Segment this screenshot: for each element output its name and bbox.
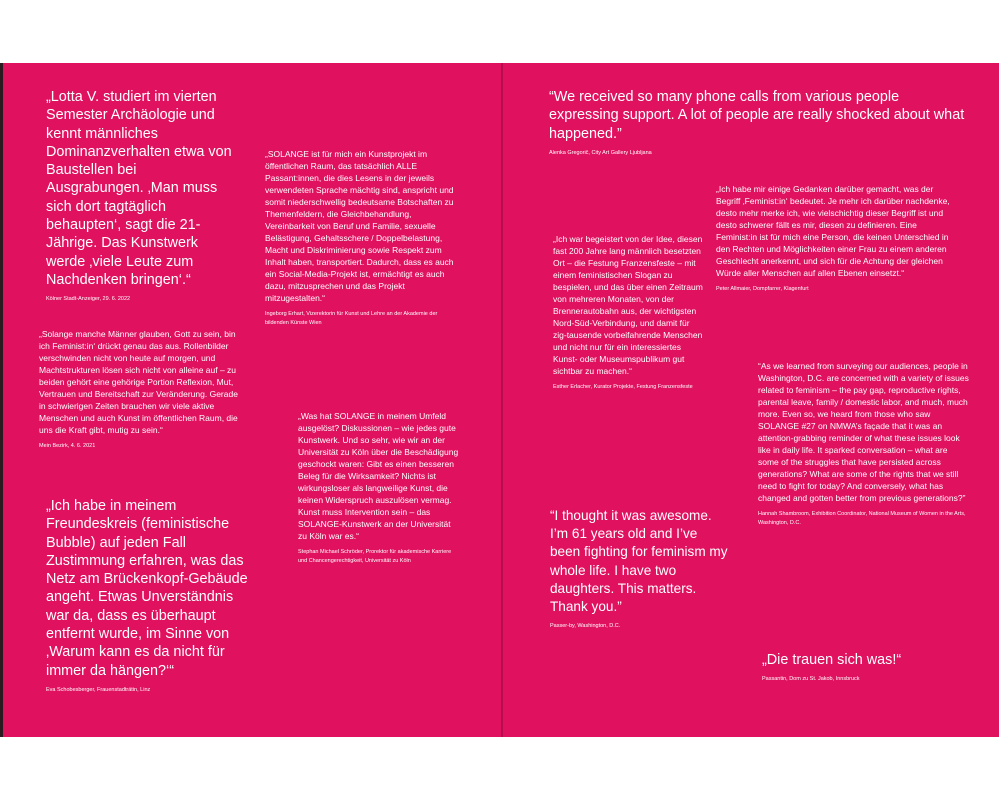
- quote-text: „Solange manche Männer glauben, Gott zu sein, bin ich Feminist:in‘ drückt genau das aus. Rollenbilder verschwinden nicht von heute auf morgen, und Machtstrukturen lösen sich nicht von alleine auf – zu beiden gehört eine gehörige Portion Reflexion, Mut, Vertrauen und Bereitschaft zur Veränderung. Gerade in schwierigen Zeiten brauchen wir viele aktive Menschen und auch Kunst im öffentlichen Raum, die uns die Kraft gibt, mutig zu sein.“: [39, 329, 238, 435]
- quote-text: „Ich war begeistert von der Idee, diesen fast 200 Jahre lang männlich besetzten Ort – die Festung Franzensfeste – mit einem feministischen Slogan zu bespielen, und das über einen Zeitraum von mehreren Monaten, von der Brennerautobahn aus, der wichtigsten Nord-Süd-Verbindung, und damit für zig-tausende vorbeifahrende Menschen und nicht nur für ein interessiertes Kunst- oder Museumspublikum gut sichtbar zu machen.“: [553, 234, 703, 376]
- quote-passantin-innsbruck: [762, 651, 972, 684]
- quote-eva-schobesberger: [46, 497, 256, 694]
- quote-source: Alenka Gregorič, City Art Gallery Ljubljana: [549, 149, 652, 156]
- quote-mein-bezirk: [39, 328, 239, 451]
- quote-peter-allmaier: [716, 183, 958, 294]
- page-gutter: [501, 63, 503, 737]
- quote-source: Passer-by, Washington, D.C.: [550, 623, 621, 630]
- quote-text: „Ich habe mir einige Gedanken darüber gemacht, was der Begriff ‚Feminist:in‘ bedeutet. Je mehr ich darüber nachdenke, desto mehr merke ich, wie vielschichtig dieser Begriff ist und desto schwerer fällt es mir, diesen zu definieren. Eine Feminist:in ist für mich eine Person, die keinen Unterschied in den Rechten und Möglichkeiten einer Frau zu einem anderen Geschlecht anerkennt, und sich für die Achtung der gleichen Würde aller Menschen auf allen Ebenen einsetzt.“: [716, 184, 950, 278]
- quote-text: „Ich habe in meinem Freundeskreis (feministische Bubble) auf jeden Fall Zustimmung erfahren, was das Netz am Brückenkopf-Gebäude angeht. Etwas Unverständnis war da, dass es überhaupt entfernt wurde, im Sinne von ‚Warum kann es da nicht für immer da hängen?‘“: [46, 498, 248, 679]
- quote-source: Peter Allmaier, Dompfarrer, Klagenfurt: [716, 286, 809, 292]
- quote-hannah-shambroom: [758, 360, 970, 527]
- quote-text: „SOLANGE ist für mich ein Kunstprojekt im öffentlichen Raum, das tatsächlich ALLE Passant:innen, die dies Lesens in der jeweils verwendeten Sprache mächtig sind, anspricht und somit niederschwellig bedeutsame Botschaften zu Themenfeldern, die Gleichbehandlung, Vereinbarkeit von Beruf und Familie, sexuelle Belästigung, Gehaltsschere / Doppelbelastung, Macht und Diskriminierung sowie Respekt zum Inhalt haben, transportiert. Dadurch, dass es auch ein Social-Media-Projekt ist, ermächtigt es auch dazu, mitzusprechen und das Projekt mitzugestalten.“: [265, 149, 454, 303]
- quote-source: Stephan Michael Schröder, Prorektor für akademische Karriere und Chancengerechtigkeit, Universität zu Köln: [298, 549, 452, 564]
- quote-text: „Was hat SOLANGE in meinem Umfeld ausgelöst? Diskussionen – wie jedes gute Kunstwerk. Und so sehr, wie wir an der Universität zu Köln über die Beschädigung geschockt waren: Gibt es einen besseren Beleg für die Wirksamkeit? Nichts ist wirkungsloser als langweilige Kunst, die keinen Widerspruch auszulösen vermag. Kunst muss Intervention sein – das SOLANGE-Kunstwerk an der Universität zu Köln war es.“: [298, 411, 459, 541]
- quote-text: „Lotta V. studiert im vierten Semester Archäologie und kennt männliches Dominanzverhalten etwa von Baustellen bei Ausgrabungen. ‚Man muss sich dort tagtäglich behaupten‘, sagt die 21-Jährige. Das Kunstwerk werde ‚viele Leute zum Nachdenken bringen‘.“: [46, 89, 232, 288]
- quote-text: “As we learned from surveying our audiences, people in Washington, D.C. are concerned with a variety of issues related to feminism – the pay gap, reproductive rights, parental leave, family / domestic labor, and much, much more. Even so, we heard from those who saw SOLANGE #27 on NMWA’s façade that it was an attention-grabbing reminder of what these issues look like in daily life. It sparked conversation – what are some of the struggles that have persisted across generations? What are some of the rights that we still need to fight for today? And conversely, what has changed and gotten better from previous generations?”: [758, 361, 969, 503]
- quote-source: Passantin, Dom zu St. Jakob, Innsbruck: [762, 676, 860, 683]
- quote-source: Mein Bezirk, 4. 6. 2021: [39, 443, 96, 449]
- quote-text: “I thought it was awesome. I’m 61 years old and I’ve been fighting for feminism my whole life. I have two daughters. This matters. Thank you.”: [550, 508, 728, 615]
- quote-source: Hannah Shambroom, Exhibition Coordinator, National Museum of Women in the Arts, Washington, D.C.: [758, 511, 966, 526]
- quote-source: Eva Schobesberger, Frauenstadträtin, Linz: [46, 686, 151, 693]
- quote-text: „Die trauen sich was!“: [762, 652, 902, 668]
- quote-esther-erlacher: [553, 233, 703, 392]
- magazine-spread: [3, 63, 999, 737]
- quote-koelner-stadt-anzeiger: [46, 88, 236, 304]
- quote-passer-by-washington: [550, 507, 730, 631]
- quote-source: Esther Erlacher, Kurator Projekte, Festung Franzensfeste: [553, 384, 693, 390]
- quote-ingeborg-erhart: [265, 148, 461, 327]
- quote-text: “We received so many phone calls from various people expressing support. A lot of people are really shocked about what happened.”: [549, 89, 965, 142]
- quote-source: Ingeborg Erhart, Vizerektorin für Kunst und Lehre an der Akademie der bildenden Künste Wien: [265, 311, 438, 326]
- quote-stephan-schroeder: [298, 410, 460, 565]
- quote-alenka-gregoric: [549, 88, 969, 157]
- quote-source: Kölner Stadt-Anzeiger, 29. 6. 2022: [46, 296, 131, 303]
